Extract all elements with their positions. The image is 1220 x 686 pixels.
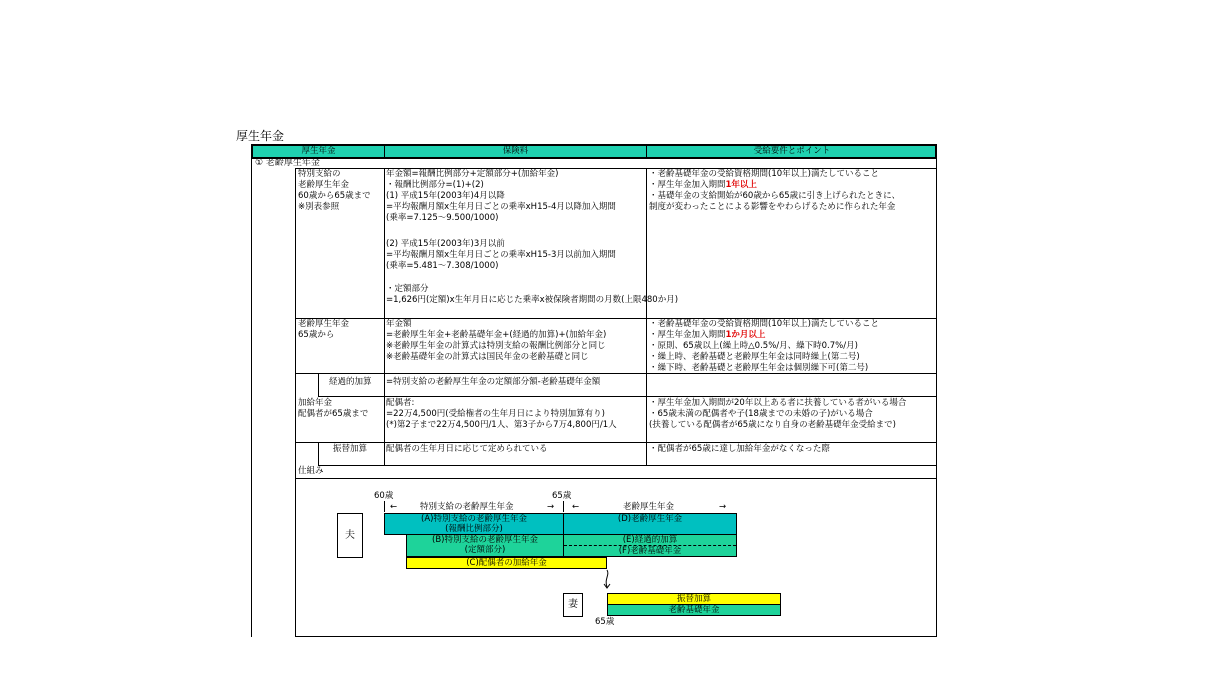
row1-req: ・厚生年金加入期間1年以上 <box>649 180 757 190</box>
row2-req: ・繰上時、老齢基礎と老齢厚生年金は同時繰上(第二号) <box>649 352 860 362</box>
grid-line <box>384 168 385 466</box>
row2-label: 65歳から <box>298 330 335 340</box>
grid-line <box>318 373 319 397</box>
grid-line <box>318 465 937 466</box>
header-col-fee: 保険料 <box>502 146 529 156</box>
grid-line <box>251 159 252 637</box>
row2-fee: ※老齢厚生年金の計算式は特別支給の報酬比例部分と同じ <box>386 341 606 351</box>
row2-label: 老齢厚生年金 <box>298 319 350 329</box>
grid-line <box>646 168 647 466</box>
arrow-right: → <box>719 502 727 512</box>
grid-line <box>295 442 937 443</box>
header-col-requirements: 受給要件とポイント <box>753 146 831 156</box>
row5-fee: 配偶者の生年月日に応じて定められている <box>386 444 548 454</box>
table-header <box>251 144 937 159</box>
row1-fee: =平均報酬月額x生年月日ごとの乗率xH15-3月以前加入期間 <box>386 250 616 260</box>
row1-fee: (乗率=7.125〜9.500/1000) <box>386 213 499 223</box>
block-w1: 振替加算 <box>607 593 781 605</box>
row3-fee: =特別支給の老齢厚生年金の定額部分額-老齢基礎年金額 <box>386 377 601 387</box>
row4-req: ・厚生年金加入期間が20年以上ある者に扶養している者がいる場合 <box>649 398 907 408</box>
row2-req: ・厚生年金加入期間1か月以上 <box>649 330 766 340</box>
block-a-label: (A)特別支給の老齢厚生年金 <box>421 514 527 524</box>
block-a-sub: (報酬比例部分) <box>445 524 503 534</box>
row1-fee: (乗率=5.481〜7.308/1000) <box>386 261 499 271</box>
row1-fee: (1) 平成15年(2003年)4月以降 <box>386 191 505 201</box>
row1-label: 特別支給の <box>298 169 341 179</box>
page-title: 厚生年金 <box>236 129 285 143</box>
arrow-right: → <box>547 502 555 512</box>
block-w2: 老齢基礎年金 <box>607 604 781 616</box>
grid-line <box>936 159 937 637</box>
age-60-label: 60歳 <box>374 491 394 501</box>
row1-label: ※別表参照 <box>298 202 340 212</box>
row4-label: 加給年金 <box>298 398 333 408</box>
section-title: ① 老齢厚生年金 <box>255 158 320 168</box>
row2-fee: 年金額 <box>386 319 412 329</box>
row4-label: 配偶者が65歳まで <box>298 409 369 419</box>
row2-req: ・繰下時、老齢基礎と老齢厚生年金は個別繰下可(第二号) <box>649 363 869 373</box>
row1-req: ・老齢基礎年金の受給資格期間(10年以上)満たしていること <box>649 169 879 179</box>
row2-req: ・老齢基礎年金の受給資格期間(10年以上)満たしていること <box>649 319 879 329</box>
row1-req: ・基礎年金の支給開始が60歳から65歳に引き上げられたときに、 <box>649 191 901 201</box>
grid-line <box>295 168 296 637</box>
row5-req: ・配偶者が65歳に達し加給年金がなくなった際 <box>649 444 830 454</box>
tick-65 <box>563 501 564 512</box>
highlight-text: 1か月以上 <box>725 330 766 340</box>
row6-label: 仕組み <box>298 466 324 476</box>
row1-fee: =1,626円(定額)x生年月日に応じた乗率x被保険者期間の月数(上限480か月) <box>386 295 679 305</box>
row1-label: 60歳から65歳まで <box>298 191 371 201</box>
tick-60 <box>384 501 385 512</box>
row2-fee: =老齢厚生年金+老齢基礎年金+(経過的加算)+(加給年金) <box>386 330 607 340</box>
block-b <box>406 534 564 557</box>
block-f-label: (F)老齢基礎年金 <box>618 546 682 556</box>
row4-fee: 配偶者: <box>386 398 415 408</box>
row1-req: 制度が変わったことによる影響をやわらげるために作られた年金 <box>649 202 896 212</box>
age-65-bottom-label: 65歳 <box>595 617 615 627</box>
block-a <box>384 513 564 535</box>
block-ef <box>563 534 737 557</box>
row5-label: 振替加算 <box>333 444 368 454</box>
arrow-left: ← <box>390 502 398 512</box>
row1-fee: =平均報酬月額x生年月日ごとの乗率xH15-4月以降加入期間 <box>386 202 616 212</box>
highlight-text: 1年以上 <box>725 180 757 190</box>
row4-req: ・65歳未満の配偶者や子(18歳までの未婚の子)がいる場合 <box>649 409 873 419</box>
row1-fee: ・報酬比例部分=(1)+(2) <box>386 180 484 190</box>
curve-arrow-icon <box>600 569 616 591</box>
block-d: (D)老齢厚生年金 <box>563 513 737 535</box>
block-c: (C)配偶者の加給年金 <box>406 557 607 569</box>
block-e-label: (E)経過的加算 <box>564 535 736 546</box>
row4-fee: =22万4,500円(受給権者の生年月日により特別加算有り) <box>386 409 605 419</box>
span-label-old-age: 老齢厚生年金 <box>623 502 675 512</box>
span-label-special: 特別支給の老齢厚生年金 <box>420 502 514 512</box>
grid-line <box>318 396 937 397</box>
grid-line <box>295 636 937 637</box>
row3-label: 経過的加算 <box>329 377 372 387</box>
row4-fee: (*)第2子まで22万4,500円/1人、第3子から7万4,800円/1人 <box>386 420 617 430</box>
row1-fee: 年金額=報酬比例部分+定額部分+(加給年金) <box>386 169 559 179</box>
husband-box: 夫 <box>337 513 363 558</box>
block-b-sub: (定額部分) <box>464 545 506 555</box>
row1-fee: ・定額部分 <box>386 284 429 294</box>
arrow-left: ← <box>572 502 580 512</box>
row2-req: ・原則、65歳以上(繰上時△0.5%/月、繰下時0.7%/月) <box>649 341 858 351</box>
age-65-label: 65歳 <box>552 491 572 501</box>
wife-box: 妻 <box>563 593 583 617</box>
row1-label: 老齢厚生年金 <box>298 180 350 190</box>
row4-req: (扶養している配偶者が65歳になり自身の老齢基礎年金受給まで) <box>649 420 896 430</box>
grid-line <box>295 478 937 479</box>
header-col-pension: 厚生年金 <box>301 146 336 156</box>
row1-fee: (2) 平成15年(2003年)3月以前 <box>386 239 505 249</box>
block-b-label: (B)特別支給の老齢厚生年金 <box>432 535 538 545</box>
grid-line <box>318 442 319 466</box>
row2-fee: ※老齢基礎年金の計算式は国民年金の老齢基礎と同じ <box>386 352 589 362</box>
